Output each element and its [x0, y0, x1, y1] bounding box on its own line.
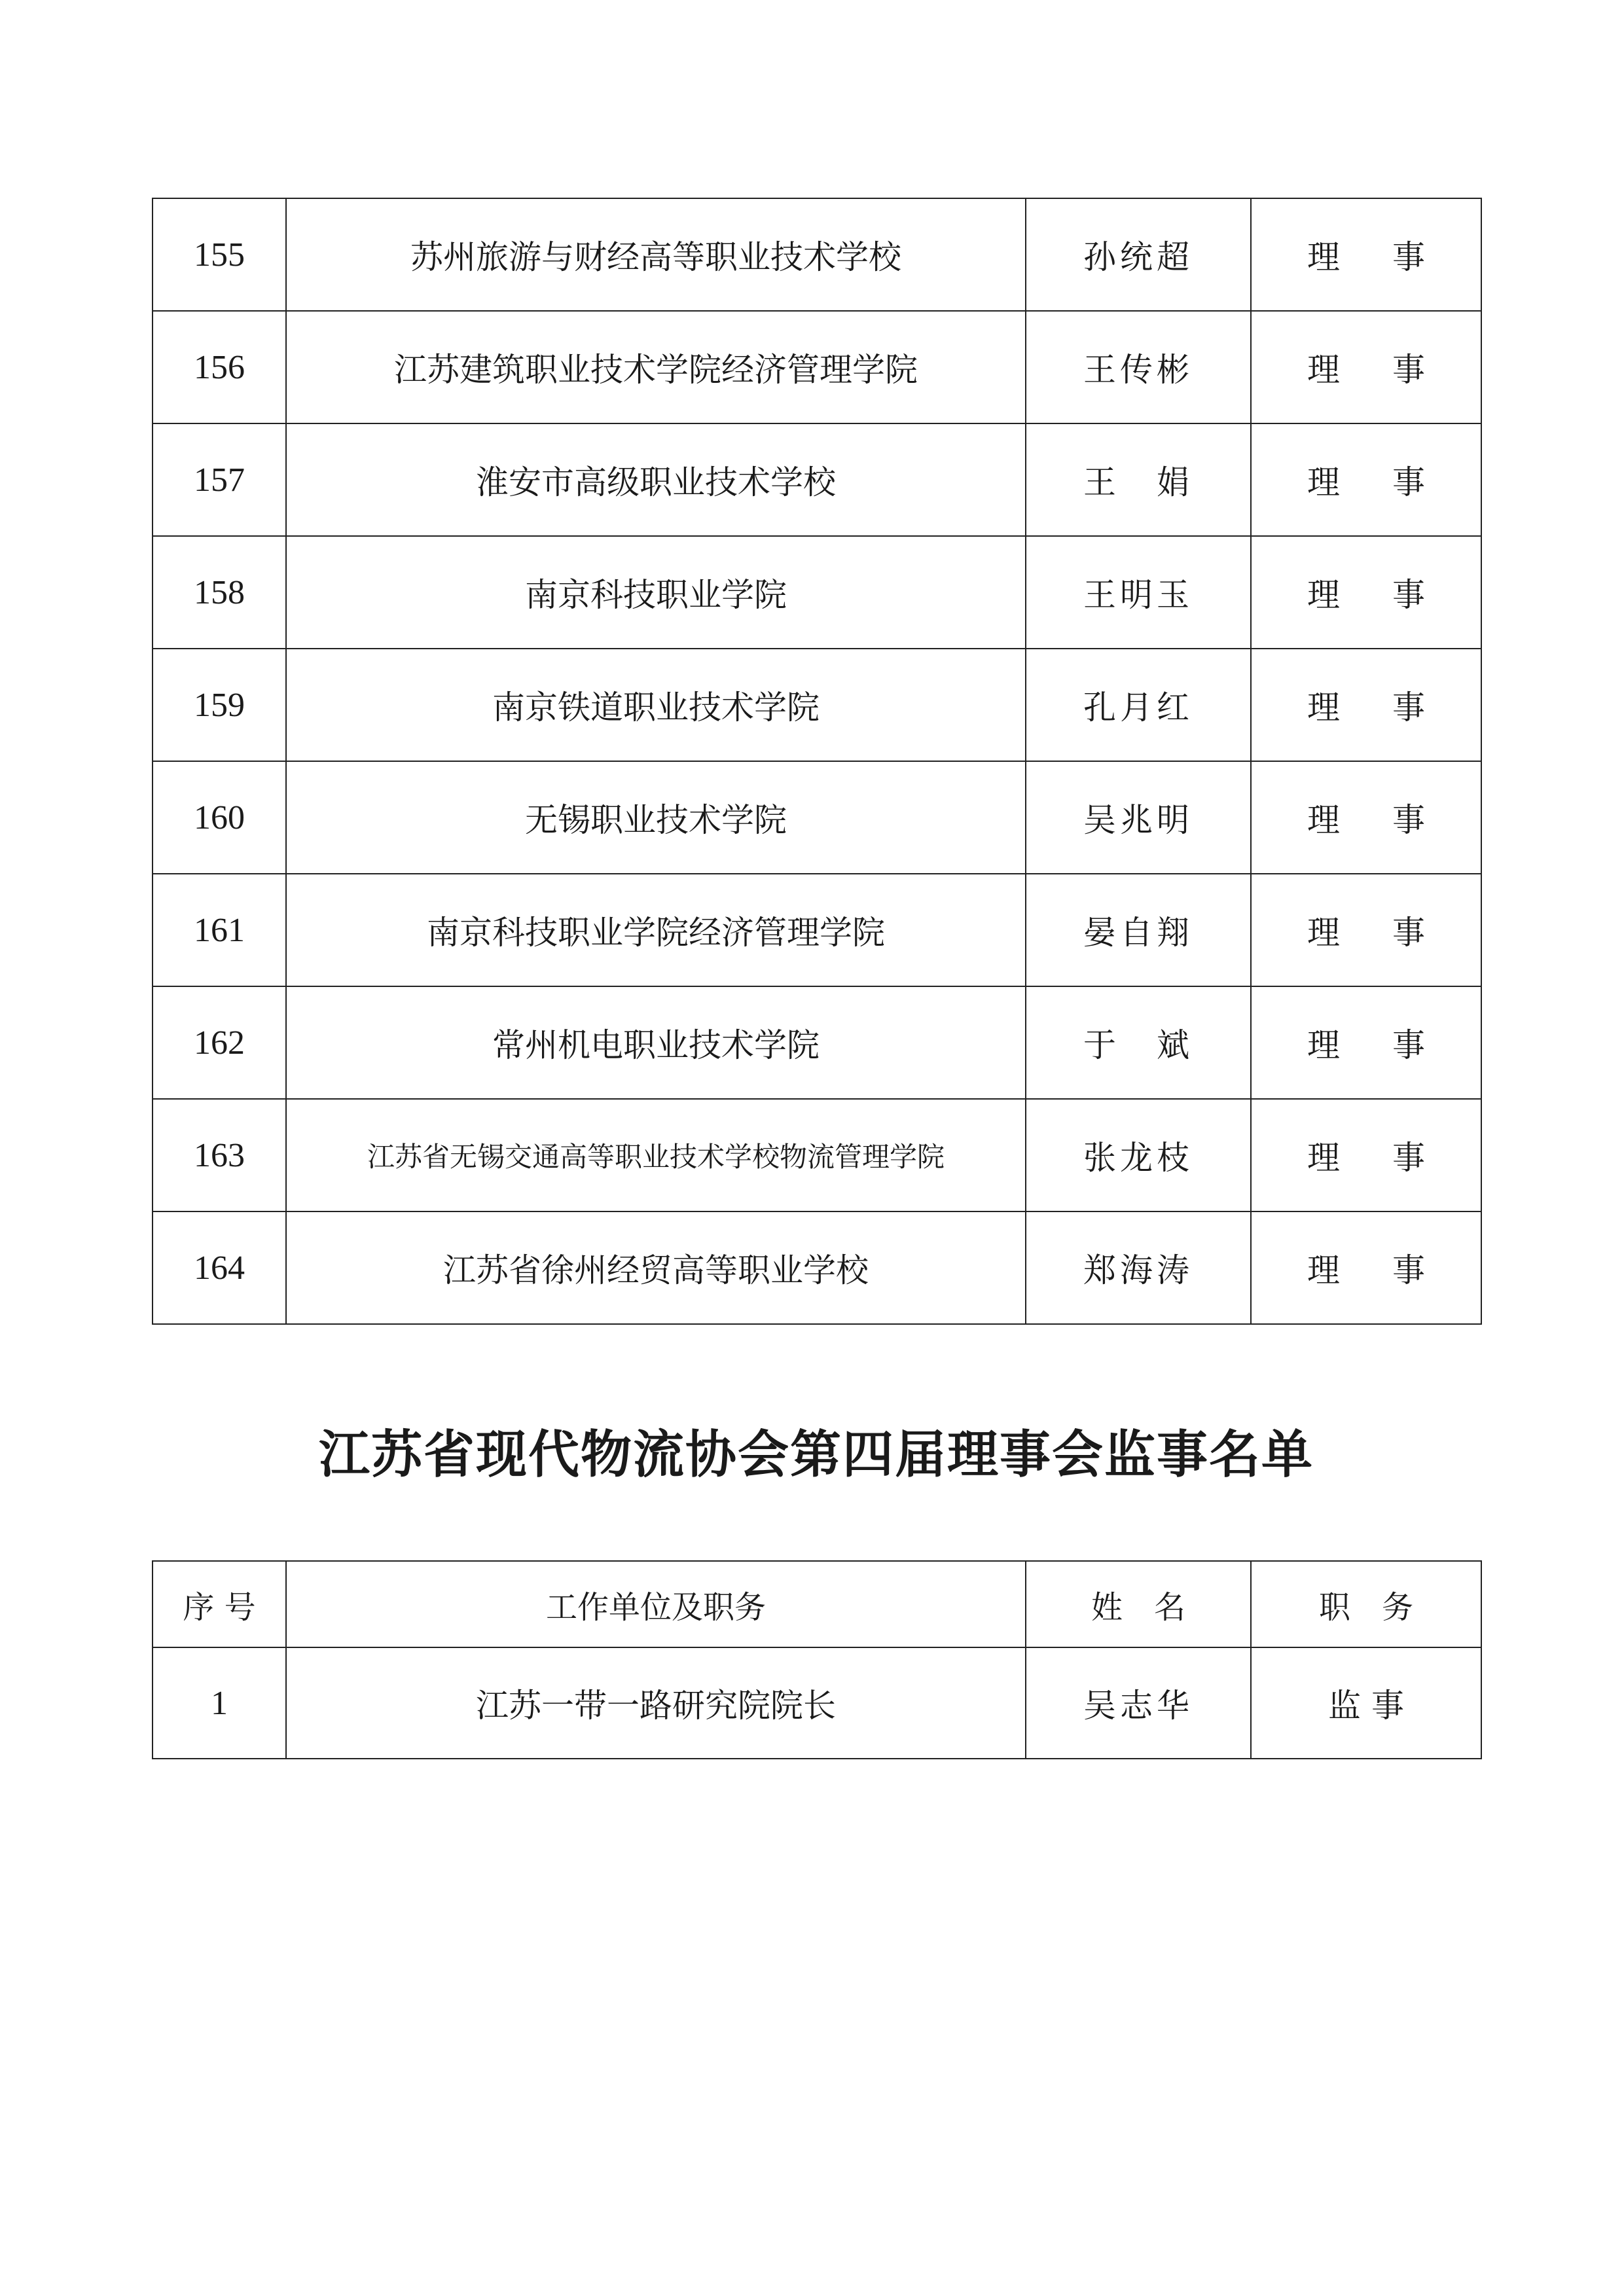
position-char-1: 理 [1307, 1251, 1340, 1289]
table-row [153, 198, 1481, 311]
row-number: 157 [153, 423, 286, 536]
position-char-2: 事 [1392, 914, 1425, 952]
row-number: 159 [153, 649, 286, 761]
position-char-2: 事 [1392, 1139, 1425, 1177]
person-name: 王明玉 [1026, 536, 1251, 649]
person-name: 王 娟 [1026, 423, 1251, 536]
table-row [153, 311, 1481, 423]
position-char-2: 事 [1392, 238, 1425, 276]
work-unit: 江苏建筑职业技术学院经济管理学院 [286, 311, 1026, 423]
section-title: 江苏省现代物流协会第四届理事会监事名单 [318, 1425, 1314, 1484]
row-number: 158 [153, 536, 286, 649]
position-char-1: 理 [1307, 689, 1340, 726]
position-char-2: 事 [1392, 801, 1425, 839]
person-name: 于 斌 [1026, 986, 1251, 1099]
position-char-1: 理 [1307, 801, 1340, 839]
work-unit: 无锡职业技术学院 [286, 761, 1026, 874]
position-char-2: 事 [1392, 576, 1425, 614]
position [1251, 423, 1481, 536]
row-number: 160 [153, 761, 286, 874]
header-work-unit: 工作单位及职务 [286, 1561, 1026, 1647]
person-name: 吴志华 [1026, 1647, 1251, 1759]
person-name: 孙统超 [1026, 198, 1251, 311]
header-position: 职 务 [1251, 1561, 1481, 1647]
work-unit: 常州机电职业技术学院 [286, 986, 1026, 1099]
position [1251, 536, 1481, 649]
table-row [153, 1099, 1481, 1211]
person-name: 晏自翔 [1026, 874, 1251, 986]
table-row [153, 649, 1481, 761]
position [1251, 1099, 1481, 1211]
position: 监 事 [1251, 1647, 1481, 1759]
position-char-1: 理 [1307, 463, 1340, 501]
person-name: 郑海涛 [1026, 1211, 1251, 1324]
position-char-1: 理 [1307, 914, 1340, 952]
position [1251, 986, 1481, 1099]
table-row [153, 1211, 1481, 1324]
person-name: 张龙枝 [1026, 1099, 1251, 1211]
table-row [153, 986, 1481, 1099]
position-char-1: 理 [1307, 576, 1340, 614]
work-unit: 淮安市高级职业技术学校 [286, 423, 1026, 536]
work-unit: 江苏一带一路研究院院长 [286, 1647, 1026, 1759]
position [1251, 874, 1481, 986]
position-char-2: 事 [1392, 689, 1425, 726]
person-name: 王传彬 [1026, 311, 1251, 423]
position-char-2: 事 [1392, 351, 1425, 389]
table-row [153, 536, 1481, 649]
work-unit: 南京铁道职业技术学院 [286, 649, 1026, 761]
position [1251, 649, 1481, 761]
work-unit: 江苏省徐州经贸高等职业学校 [286, 1211, 1026, 1324]
position-char-1: 理 [1307, 238, 1340, 276]
table-header-row [153, 1561, 1481, 1647]
header-number: 序 号 [153, 1561, 286, 1647]
position [1251, 198, 1481, 311]
person-name: 孔月红 [1026, 649, 1251, 761]
position-char-2: 事 [1392, 1026, 1425, 1064]
position-char-2: 事 [1392, 463, 1425, 501]
row-number: 1 [153, 1647, 286, 1759]
row-number: 164 [153, 1211, 286, 1324]
position [1251, 311, 1481, 423]
position [1251, 1211, 1481, 1324]
work-unit: 南京科技职业学院 [286, 536, 1026, 649]
table-row [153, 874, 1481, 986]
supervisor-table [152, 1560, 1482, 1759]
work-unit: 江苏省无锡交通高等职业技术学校物流管理学院 [286, 1099, 1026, 1211]
table-row [153, 423, 1481, 536]
table-row [153, 761, 1481, 874]
position-char-1: 理 [1307, 1026, 1340, 1064]
work-unit: 南京科技职业学院经济管理学院 [286, 874, 1026, 986]
header-name: 姓 名 [1026, 1561, 1251, 1647]
row-number: 161 [153, 874, 286, 986]
person-name: 吴兆明 [1026, 761, 1251, 874]
work-unit: 苏州旅游与财经高等职业技术学校 [286, 198, 1026, 311]
position-char-2: 事 [1392, 1251, 1425, 1289]
row-number: 162 [153, 986, 286, 1099]
position-char-1: 理 [1307, 1139, 1340, 1177]
row-number: 155 [153, 198, 286, 311]
table-row [153, 1647, 1481, 1759]
position [1251, 761, 1481, 874]
row-number: 163 [153, 1099, 286, 1211]
position-char-1: 理 [1307, 351, 1340, 389]
council-table [152, 198, 1482, 1325]
row-number: 156 [153, 311, 286, 423]
